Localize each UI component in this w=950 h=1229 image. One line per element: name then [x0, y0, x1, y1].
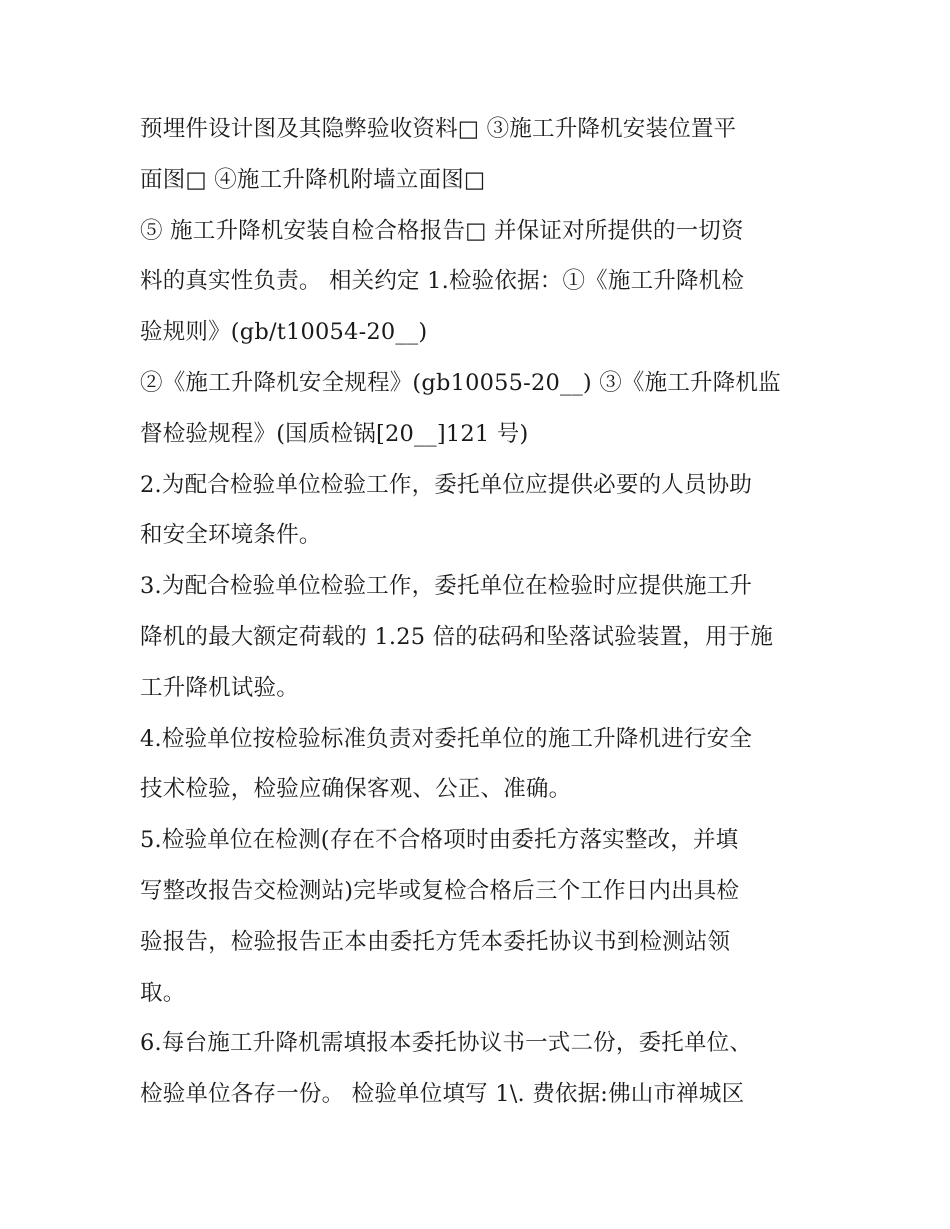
text-line: 5.检验单位在检测(存在不合格项时由委托方落实整改，并填 [140, 827, 739, 854]
text-line: 面图□ ④施工升降机附墙立面图□ [140, 166, 486, 193]
document-body [140, 104, 830, 1120]
text-line: 取。 [140, 979, 186, 1006]
text-line: ②《施工升降机安全规程》(gb10055-20__) ③《施工升降机监 [140, 369, 781, 396]
text-line: 降机的最大额定荷载的 1.25 倍的砝码和坠落试验装置，用于施 [140, 623, 774, 650]
text-line: 预埋件设计图及其隐弊验收资料□ ③施工升降机安装位置平 [140, 116, 737, 142]
text-line: 检验单位各存一份。 检验单位填写 1\. 费依据:佛山市禅城区 [140, 1081, 745, 1108]
text-line: 2.为配合检验单位检验工作，委托单位应提供必要的人员协助 [140, 471, 753, 498]
text-line: 和安全环境条件。 [140, 522, 322, 549]
text-line: 督检验规程》(国质检锅[20__]121 号) [140, 420, 529, 447]
text-line: ⑤ 施工升降机安装自检合格报告□ 并保证对所提供的一切资 [140, 217, 744, 244]
text-line: 写整改报告交检测站)完毕或复检合格后三个工作日内出具检 [140, 877, 740, 904]
text-line: 料的真实性负责。 相关约定 1.检验依据：①《施工升降机检 [140, 268, 745, 295]
text-line: 验报告，检验报告正本由委托方凭本委托协议书到检测站领 [140, 928, 731, 955]
text-line: 6.每台施工升降机需填报本委托协议书一式二份，委托单位、 [140, 1030, 753, 1057]
text-line: 技术检验，检验应确保客观、公正、准确。 [140, 776, 572, 803]
text-line: 验规则》(gb/t10054-20__) [140, 319, 428, 346]
text-line: 工升降机试验。 [140, 674, 299, 701]
text-line: 3.为配合检验单位检验工作，委托单位在检验时应提供施工升 [140, 573, 753, 600]
text-line: 4.检验单位按检验标准负责对委托单位的施工升降机进行安全 [140, 725, 753, 752]
